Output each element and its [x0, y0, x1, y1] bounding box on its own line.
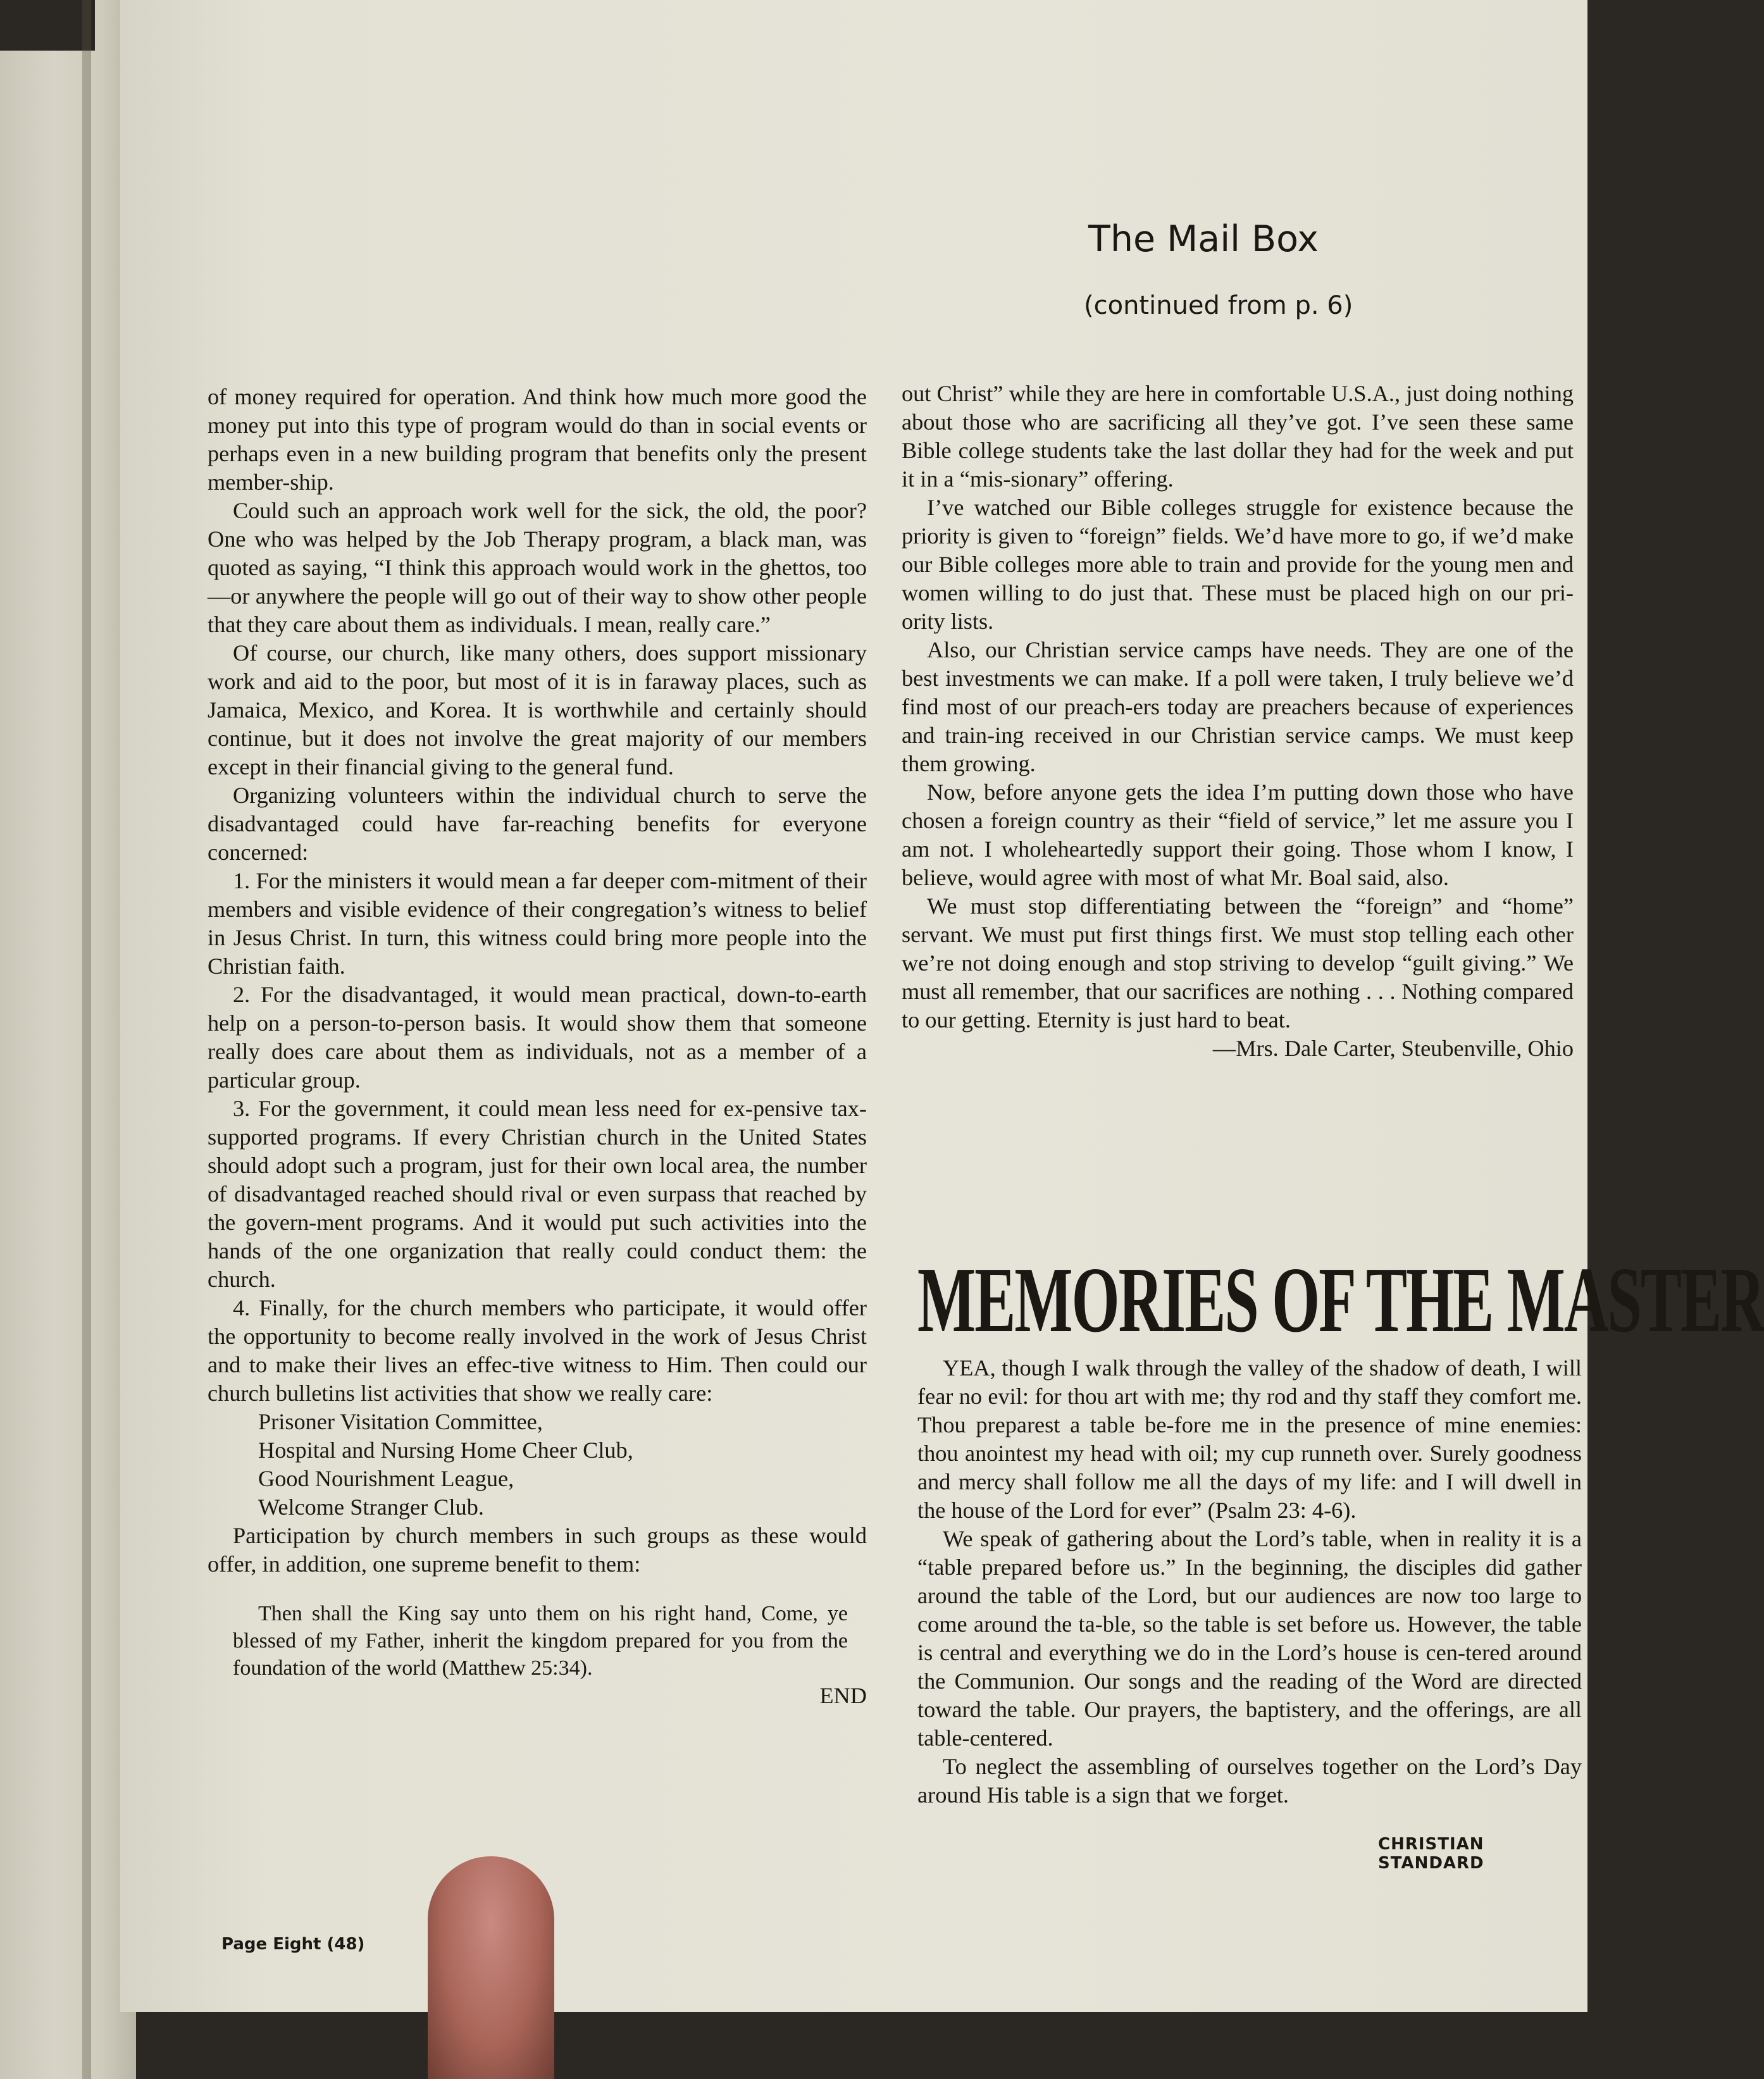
right-column [902, 380, 1574, 1063]
paragraph: We must stop differentiating between the “foreign” and “home” servant. We must put first things first. We must stop telling each other we’re not doing enough and stop striving to develop “guilt giving.” We must all remember, that our sacrifices are nothing . . . Nothing compared to our getting. Eternity is just hard to beat. [902, 893, 1574, 1033]
paragraph: Of course, our church, like many others, does support missionary work and aid to the poor, but most of it is in faraway places, such as Jamaica, Mexico, and Korea. It is worthwhile and certainly should continue, but it does not involve the great majority of our members except in their financial giving to the general fund. [208, 640, 867, 779]
paragraph: Could such an approach work well for the sick, the old, the poor? One who was helped by the Job Therapy program, a black man, was quoted as saying, “I think this approach would work in the ghettos, too—or anywhere the people will go out of their way to show other people that they care about them as individuals. I mean, really care.” [208, 498, 867, 637]
memories-heading: MEMORIES OF THE MASTER [917, 1248, 1764, 1352]
paragraph: To neglect the assembling of ourselves together on the Lord’s Day around His table is a sign that we forget. [917, 1754, 1582, 1808]
continued-note: (continued from p. 6) [1084, 291, 1353, 320]
paragraph: 1. For the ministers it would mean a far deeper com-mitment of their members and visible evidence of their congregation’s witness to belief in Jesus Christ. In turn, this witness could bring more people into the Christian faith. [208, 868, 867, 979]
end-mark: END [819, 1683, 867, 1708]
list-item: Good Nourishment League, [258, 1466, 514, 1491]
paragraph: Also, our Christian service camps have needs. They are one of the best investments we can make. If a poll were taken, I truly believe we’d find most of our preach-ers today are preachers because of experiences and train-ing received in our Christian service camps. We must keep them growing. [902, 637, 1574, 776]
list-item: Prisoner Visitation Committee, [258, 1409, 543, 1434]
publication-name: CHRISTIAN STANDARD [1378, 1835, 1484, 1873]
organization-list [208, 1408, 867, 1522]
paragraph: of money required for operation. And think how much more good the money put into this type of program would do than in social events or perhaps even in a new building program that benefits only the present member-ship. [208, 384, 867, 495]
memories-column [917, 1354, 1582, 1809]
left-column [208, 383, 867, 1710]
book-spine [0, 0, 136, 2079]
paragraph: Now, before anyone gets the idea I’m putting down those who have chosen a foreign country as their “field of service,” let me assure you I am not. I wholeheartedly support their going. Those whom I know, I believe, would agree with most of what Mr. Boal said, also. [902, 779, 1574, 890]
list-item: Welcome Stranger Club. [258, 1494, 484, 1520]
thumb [428, 1856, 554, 2079]
paragraph: We speak of gathering about the Lord’s table, when in reality it is a “table prepared before us.” In the beginning, the disciples did gather around the table of the Lord, but our audiences are now too large to come around the ta-ble, so the table is set before us. However, the table is central and everything we do in the Lord’s house is cen-tered around the Communion. Our songs and the reading of the Word are directed toward the table. Our prayers, the baptistery, and the offerings, are all table-centered. [917, 1526, 1582, 1751]
list-item: Hospital and Nursing Home Cheer Club, [258, 1437, 633, 1463]
letter-signature: —Mrs. Dale Carter, Steubenville, Ohio [1212, 1036, 1574, 1061]
page-number: Page Eight (48) [221, 1935, 365, 1954]
paragraph: 4. Finally, for the church members who participate, it would offer the opportunity to become really involved in the work of Jesus Christ and to make their lives an effec-tive witness to Him. Then could our church bulletins list activities that show we really care: [208, 1295, 867, 1406]
paragraph: Organizing volunteers within the individual church to serve the disadvantaged could have far-reaching benefits for everyone concerned: [208, 783, 867, 865]
paragraph: I’ve watched our Bible colleges struggle for existence because the priority is given to “foreign” fields. We’d have more to go, if we’d make our Bible colleges more able to train and provide for the young men and women willing to do just that. These must be placed high on our pri-ority lists. [902, 495, 1574, 634]
quote-text: Then shall the King say unto them on his right hand, Come, ye blessed of my Father, inherit the kingdom prepared for you from the foundation of the world (Matthew 25:34). [233, 1602, 848, 1680]
page-fold [82, 0, 91, 2079]
paragraph: YEA, though I walk through the valley of the shadow of death, I will fear no evil: for thou art with me; thy rod and thy staff they comfort me. Thou preparest a table be-fore me in the presence of mine enemies: thou anointest my head with oil; my cup runneth over. Surely goodness and mercy shall follow me all the days of my life: and I will dwell in the house of the Lord for ever” (Psalm 23: 4-6). [917, 1355, 1582, 1523]
paragraph: 3. For the government, it could mean less need for ex-pensive tax-supported programs. If every Christian church in the United States should adopt such a program, just for their own local area, the number of disadvantaged reached should rival or even surpass that reached by the govern-ment programs. And it would put such activities into the hands of the one organization that really could conduct them: the church. [208, 1096, 867, 1292]
paragraph: out Christ” while they are here in comfortable U.S.A., just doing nothing about those who are sacrificing all they’ve got. I’ve seen these same Bible college students take the last dollar they had for the week and put it in a “mis-sionary” offering. [902, 381, 1574, 492]
paragraph: Participation by church members in such groups as these would offer, in addition, one supreme benefit to them: [208, 1523, 867, 1577]
scripture-quote [208, 1600, 867, 1682]
binding-corner [0, 0, 95, 51]
mailbox-heading: The Mail Box [1088, 218, 1319, 260]
paragraph: 2. For the disadvantaged, it would mean practical, down-to-earth help on a person-to-person basis. It would show them that someone really does care about them as individuals, not as a member of a particular group. [208, 982, 867, 1093]
